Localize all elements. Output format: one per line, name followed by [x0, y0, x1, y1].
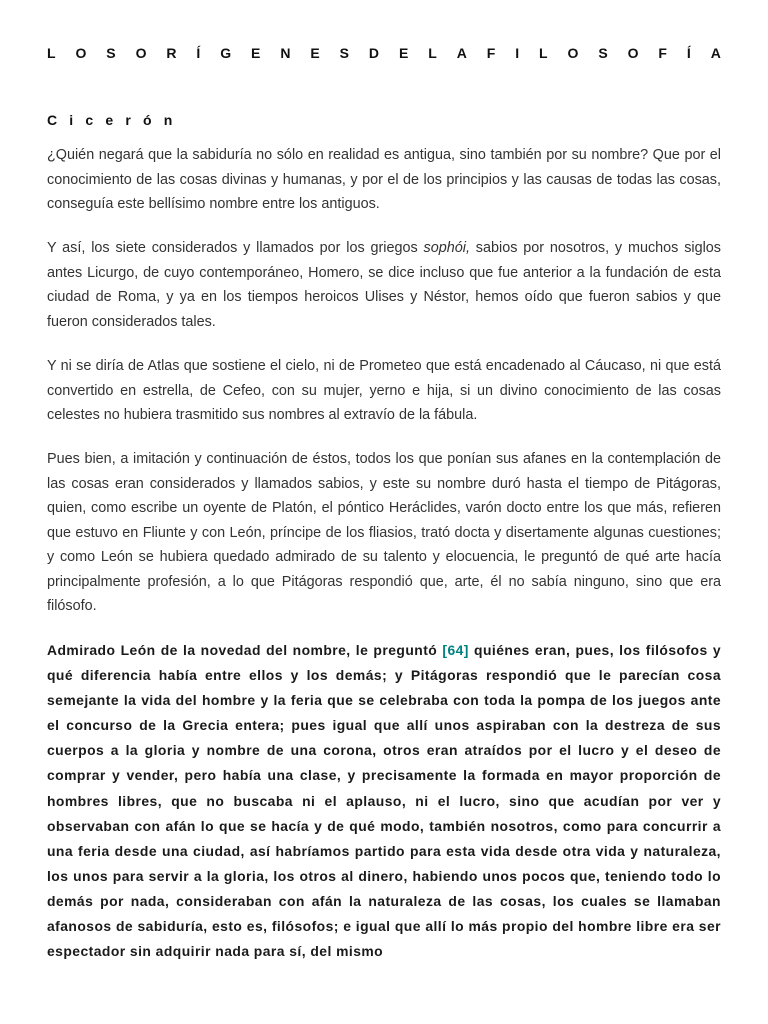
- title-letter: F: [658, 45, 667, 61]
- title-letter: O: [75, 45, 87, 61]
- paragraph-2-text-end: sabios por nosotros, y muchos siglos antes Licurgo, de cuyo contemporáneo, Homero, se dice incluso que fue anterior a la fundación de esta ciudad de Roma, y ya en los tiempos heroicos Ulises y Néstor, hemos oído que fueron sabios y que fueron considerados tales.: [47, 240, 721, 330]
- author-heading: Cicerón: [47, 112, 185, 128]
- title-letter: D: [368, 45, 380, 61]
- paragraph-5-text-end: quiénes eran, pues, los filósofos y qué diferencia había entre ellos y los demás; y Pitágoras respondió que le parecían cosa semejante la vida del hombre y la feria que se celebraba con toda la pompa de los juegos ante el concurso de la Grecia entera; pues igual que allí unos aspiraban con la destreza de sus cuerpos a la gloria y nombre de una corona, otros eran atraídos por el lucro y el deseo de comprar y vender, pero había una clase, y precisamente la formada en mayor proporción de hombres libres, que no buscaba ni el aplauso, ni el lucro, sino que acudían por ver y observaban con afán lo que se hacía y de qué modo, también nosotros, como para concurrir a una feria desde una ciudad, así habríamos partido para esta vida desde otra vida y naturaleza, los unos para servir a la gloria, los otros al dinero, habiendo unos pocos que, teniendo todo lo demás por nada, consideraban con afán la naturaleza de las cosas, los cuales se llamaban afanosos de sabiduría, esto es, filósofos; e igual que allí lo más propio del hombre libre era ser espectador sin adquirir nada para sí, del mismo: [47, 642, 722, 960]
- title-letter: E: [398, 45, 409, 61]
- title-letter: L: [428, 45, 437, 61]
- title-letter: S: [106, 45, 116, 61]
- title-letter: I: [515, 45, 520, 61]
- paragraph-3: Y ni se diría de Atlas que sostiene el cielo, ni de Prometeo que está encadenado al Cáucaso, ni que está convertido en estrella, de Cefeo, con su mujer, yerno e hija, si un divino conocimiento de las cosas celestes no hubiera trasmitido sus nombres al extravío de la fábula.: [47, 358, 721, 423]
- title-letter: R: [166, 45, 177, 61]
- title-letter: A: [710, 45, 721, 61]
- paragraph-2-text-start: Y así, los siete considerados y llamados por los griegos: [47, 240, 424, 256]
- paragraph-5-text-start: Admirado León de la novedad del nombre, le preguntó: [47, 642, 443, 658]
- title-letter: G: [220, 45, 232, 61]
- title-letter: L: [539, 45, 548, 61]
- title-letter: A: [456, 45, 467, 61]
- title-letter: E: [310, 45, 320, 61]
- paragraph-5: [47, 638, 721, 964]
- greek-term-sophoi: sophói,: [423, 240, 470, 256]
- title-letter: F: [486, 45, 496, 61]
- title-letter: Í: [196, 45, 201, 61]
- title-letter: O: [567, 45, 579, 61]
- document-title: [47, 44, 721, 62]
- title-letter: L: [47, 45, 56, 61]
- paragraph-4: Pues bien, a imitación y continuación de éstos, todos los que ponían sus afanes en la contemplación de las cosas eran considerados y llamados sabios, y este su nombre duró hasta el tiempo de Pitágoras, quien, como escribe un oyente de Platón, el póntico Heráclides, varón docto entre los que más, refieren que estuvo en Fliunte y con León, príncipe de los fliasios, trató docta y disertamente algunas cuestiones; y como León se hubiera quedado admirado de su talento y elocuencia, le preguntó de qué arte hacía principalmente profesión, a lo que Pitágoras respondió que, arte, él no sabía ninguno, sino que era filósofo.: [47, 451, 721, 614]
- title-letter: O: [627, 45, 639, 61]
- title-letter: O: [135, 45, 147, 61]
- paragraph-2: [47, 236, 721, 334]
- title-letter: S: [339, 45, 349, 61]
- title-letter: N: [280, 45, 291, 61]
- page-reference-link[interactable]: [64]: [442, 642, 469, 658]
- paragraph-1: ¿Quién negará que la sabiduría no sólo en realidad es antigua, sino también por su nombre? Que por el conocimiento de las cosas divinas y humanas, y por el de los principios y las causas de todas las cosas, conseguía este bellísimo nombre entre los antiguos.: [47, 147, 721, 212]
- title-letter: E: [251, 45, 261, 61]
- title-letter: Í: [686, 45, 691, 61]
- title-letter: S: [598, 45, 608, 61]
